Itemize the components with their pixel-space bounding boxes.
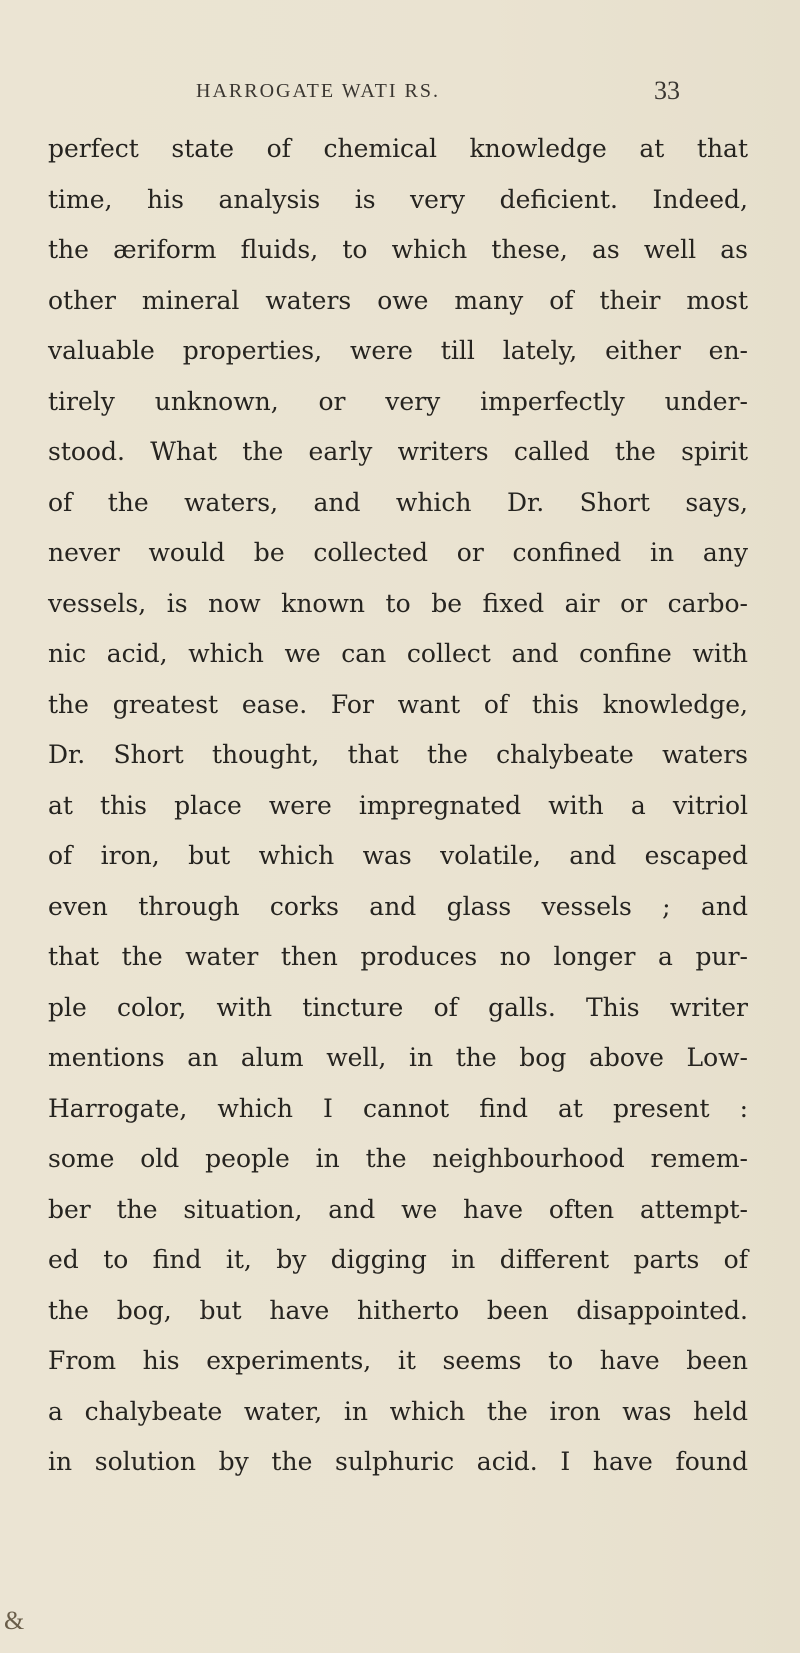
text-line: at this place were impregnated with a vitriol [48,790,748,820]
text-line: ber the situation, and we have often attempt- [48,1194,748,1224]
text-line: vessels, is now known to be fixed air or carbo- [48,588,748,618]
text-line: From his experiments, it seems to have been [48,1346,748,1375]
text-line: perfect state of chemical knowledge at that [48,134,748,163]
text-line: the æriform fluids, to which these, as well as [48,235,748,264]
text-line: stood. What the early writers called the spirit [48,437,748,466]
page-number: 33 [654,76,680,105]
text-line: Harrogate, which I cannot find at present : [48,1093,748,1123]
text-line: the bog, but have hitherto been disappointed. [48,1295,748,1325]
body-text [48,124,748,1488]
text-line: that the water then produces no longer a pur- [48,942,748,971]
text-line: of iron, but which was volatile, and escaped [48,841,748,870]
text-line: tirely unknown, or very imperfectly under- [48,386,748,416]
corner-mark: & [4,1606,25,1635]
text-line: in solution by the sulphuric acid. I have found [48,1447,748,1476]
text-line: valuable properties, were till lately, either en- [48,336,748,365]
text-line: some old people in the neighbourhood remem- [48,1144,748,1173]
text-line: time, his analysis is very deficient. Indeed, [48,184,748,214]
text-line: the greatest ease. For want of this knowledge, [48,689,748,719]
text-line: never would be collected or confined in any [48,538,748,567]
text-line: a chalybeate water, in which the iron was held [48,1396,748,1426]
running-head: HARROGATE WATI RS. [196,80,440,102]
text-line: even through corks and glass vessels ; and [48,891,748,921]
text-line: of the waters, and which Dr. Short says, [48,487,748,517]
text-line: Dr. Short thought, that the chalybeate waters [48,740,748,769]
text-line: mentions an alum well, in the bog above Low- [48,1043,748,1072]
text-line: other mineral waters owe many of their most [48,285,748,315]
text-line: ple color, with tincture of galls. This writer [48,992,748,1022]
text-line: ed to find it, by digging in different parts of [48,1245,748,1274]
text-line: nic acid, which we can collect and confine with [48,639,748,668]
